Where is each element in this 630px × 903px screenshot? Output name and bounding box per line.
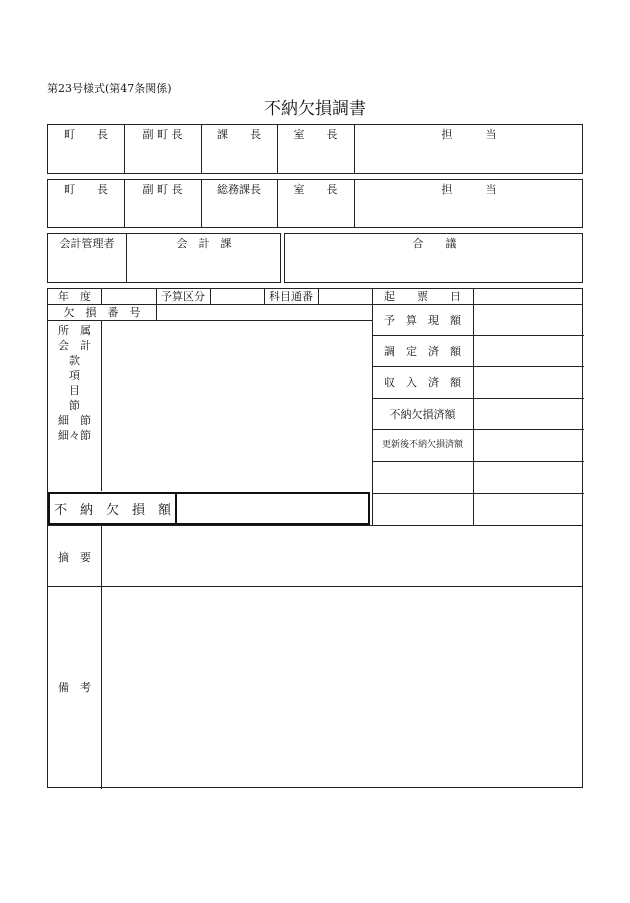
amount-label-received: 収 入 済 額: [384, 376, 461, 389]
loss-amount-box: [48, 492, 370, 525]
approval-cell-label: 総務課長: [217, 183, 261, 196]
approval-cell-label: 町 長: [64, 128, 108, 141]
council-box: [284, 233, 583, 283]
subject-label-accounting: 会 計: [58, 339, 91, 352]
council-label: 合 議: [412, 237, 457, 250]
approval-cell-label: 町 長: [64, 183, 108, 196]
accounting-manager-label: 会計管理者: [59, 237, 115, 250]
summary-label: 摘 要: [58, 551, 91, 564]
amount-label-updated-loss: 更新後不納欠損済額: [381, 440, 463, 450]
approval-cell-label: 担 当: [441, 183, 497, 196]
slip-date-label: 起 票 日: [384, 290, 461, 303]
main-grid: [47, 288, 583, 788]
subject-label-kan: 款: [69, 354, 80, 367]
approval-row-2: [47, 179, 583, 228]
amount-label-loss-settled: 不納欠損済額: [389, 408, 456, 421]
page-title: 不納欠損調書: [264, 99, 366, 119]
loss-number-label: 欠 損 番 号: [63, 306, 141, 319]
accounting-section-label: 会 計 課: [176, 237, 232, 250]
approval-cell-label: 担 当: [441, 128, 497, 141]
approval-cell-label: 副 町 長: [142, 128, 183, 141]
approval-cell-label: 副 町 長: [142, 183, 183, 196]
subject-label-moku: 目: [69, 384, 80, 397]
subject-label-saisaisetsu: 細々節: [58, 429, 91, 442]
accounting-box: [47, 233, 281, 283]
account-code-label: 科目通番: [269, 290, 313, 303]
year-label: 年 度: [58, 290, 91, 303]
remarks-label: 備 考: [58, 681, 91, 694]
approval-cell-label: 課 長: [217, 128, 261, 141]
approval-cell-label: 室 長: [293, 183, 338, 196]
approval-cell-label: 室 長: [293, 128, 338, 141]
form-number: 第23号様式(第47条関係): [47, 82, 172, 95]
subject-label-saisetsu: 細 節: [58, 414, 91, 427]
subject-label-affiliation: 所 属: [58, 324, 91, 337]
subject-label-setsu: 節: [69, 399, 80, 412]
loss-amount-label: 不 納 欠 損 額: [53, 503, 171, 518]
amount-label-budget: 予 算 現 額: [384, 314, 461, 327]
subject-label-kou: 項: [69, 369, 80, 382]
budget-class-label: 予算区分: [161, 290, 205, 303]
amount-label-assessed: 調 定 済 額: [384, 345, 461, 358]
approval-row-1: [47, 124, 583, 174]
